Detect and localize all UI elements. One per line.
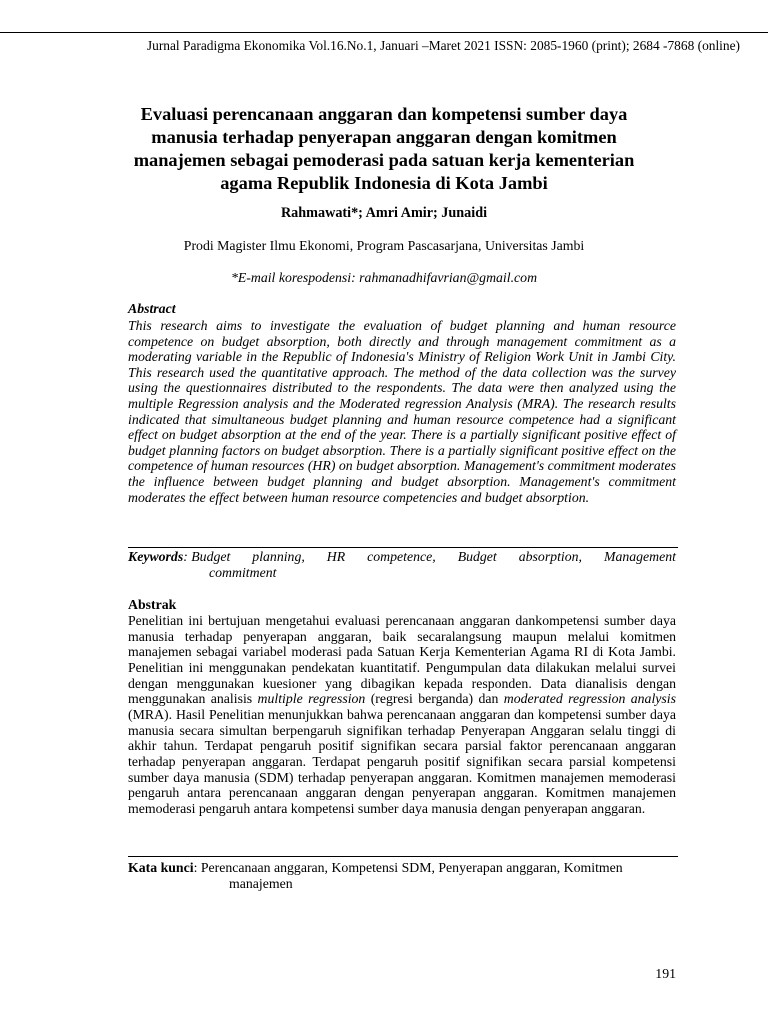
keyword-word: Budget: [457, 549, 497, 564]
abstrak-part: (regresi berganda) dan: [365, 691, 504, 707]
page-number: 191: [655, 966, 676, 981]
keywords-continuation: commitment: [209, 565, 277, 580]
title-line: manajemen sebagai pemoderasi pada satuan kerja kementerian: [133, 150, 635, 170]
authors: Rahmawati*; Amri Amir; Junaidi: [280, 205, 488, 221]
kata-kunci-text: : Perencanaan anggaran, Kompetensi SDM, Penyerapan anggaran, Komitmen: [193, 860, 623, 875]
abstrak-text: [128, 613, 676, 817]
title-line: manusia terhadap penyerapan anggaran dengan komitmen: [151, 127, 617, 147]
paper-title: [110, 103, 658, 195]
keyword-word: HR: [326, 549, 346, 564]
abstrak-heading: Abstrak: [128, 597, 177, 612]
keywords-rule: [128, 547, 678, 548]
keyword-word: Management: [603, 549, 676, 564]
kata-kunci-rule: [128, 856, 678, 857]
journal-header: Jurnal Paradigma Ekonomika Vol.16.No.1, Januari –Maret 2021 ISSN: 2085-1960 (print); 2684 -7868 (online): [146, 38, 740, 53]
title-line: Evaluasi perencanaan anggaran dan kompetensi sumber daya: [140, 104, 628, 124]
abstract-text: This research aims to investigate the evaluation of budget planning and human resource competence on budget absorption, both directly and through management commitment as a moderating variable in the Republic of Indonesia's Ministry of Religion Work Unit in Jambi City. This research used the quantitative approach. The method of the data collection was the survey using the questionnaires distributed to the respondents. The data were then analyzed using the multiple Regression analysis and the Moderated regression Analysis (MRA). The research results indicated that simultaneous budget planning and human resource competence had a significant effect on budget absorption at the end of the year. There is a partially significant positive effect of budget planning factors on budget absorption. There is a partially significant positive effect on the competence of human resources (HR) on budget absorption. Management's commitment moderates the influence between budget planning and budget absorption. Management's commitment moderates the effect between human resource competencies and budget absorption.: [128, 318, 676, 505]
kata-kunci-continuation: manajemen: [229, 876, 293, 891]
header-rule: [0, 32, 768, 33]
keywords-first: [128, 549, 230, 565]
abstrak-italic: moderated regression analysis: [503, 691, 676, 707]
abstract-heading: Abstract: [128, 301, 176, 316]
abstrak-part: (MRA). Hasil Penelitian menunjukkan bahwa perencanaan anggaran dan kompetensi sumber daya manusia secara simultan berpengaruh signifikan terhadap Penyerapan Anggaran selalu tinggi di akhir tahun. Terdapat pengaruh positif signifikan secara parsial faktor perencanaan anggaran terhadap penyerapan anggaran. Terdapat pengaruh positif signifikan secara parsial kompetensi sumber daya manusia (SDM) terhadap penyerapan anggaran. Komitmen manajemen memoderasi pengaruh antara perencanaan anggaran dengan penyerapan anggaran. Komitmen manajemen memoderasi pengaruh antara kompetensi sumber daya manusia dengan penyerapan anggaran.: [128, 706, 676, 816]
keywords-label: Keywords: [128, 549, 184, 564]
kata-kunci-label: Kata kunci: [128, 860, 194, 875]
keyword-word: competence,: [367, 549, 436, 564]
keyword-word: planning,: [252, 549, 305, 564]
abstrak-italic: multiple regression: [257, 691, 366, 707]
affiliation: Prodi Magister Ilmu Ekonomi, Program Pascasarjana, Universitas Jambi: [183, 238, 585, 253]
keywords-line: [128, 549, 676, 565]
correspondence-email: *E-mail korespodensi: rahmanadhifavrian@gmail.com: [230, 270, 538, 285]
abstrak-part: Penelitian ini bertujuan mengetahui evaluasi perencanaan anggaran dankompetensi sumber daya manusia terhadap penyerapan anggaran, baik secaralangsung maupun melalui komitmen manajemen sebagai variabel moderasi pada Satuan Kerja Kementerian Agama RI di Kota Jambi. Penelitian ini menggunakan pendekatan kuantitatif. Pengumpulan data dilakukan melalui survei dengan menggunakan kuesioner yang dibagikan kepada responden. Data dianalisis dengan menggunakan analisis: [128, 613, 676, 707]
title-line: agama Republik Indonesia di Kota Jambi: [220, 173, 548, 193]
keyword-word: absorption,: [518, 549, 582, 564]
kata-kunci-line: [128, 860, 676, 876]
keyword-word: : Budget: [183, 549, 231, 564]
